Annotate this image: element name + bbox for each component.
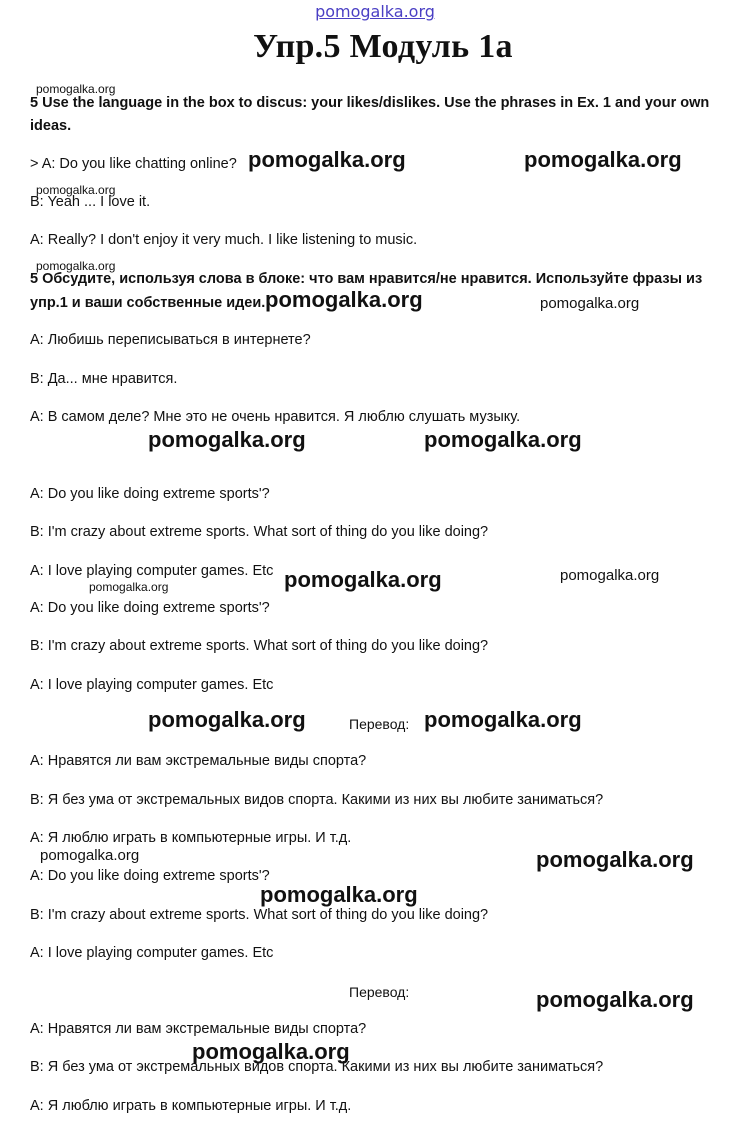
watermark: pomogalka.org — [148, 707, 306, 732]
sports-en-line: B: I'm crazy about extreme sports. What sort of thing do you like doing? — [30, 638, 489, 654]
sports-en-line: A: Do you like doing extreme sports'? — [30, 868, 270, 884]
sports-ru-line: B: Я без ума от экстремальных видов спорта. Какими из них вы любите заниматься? — [30, 1059, 604, 1075]
watermark: pomogalka.org — [284, 567, 442, 592]
task-en-line2: ideas. — [30, 118, 72, 134]
watermark: pomogalka.org — [265, 287, 423, 312]
sports-en-line: B: I'm crazy about extreme sports. What sort of thing do you like doing? — [30, 524, 489, 540]
dialog-en-line: A: Really? I don't enjoy it very much. I like listening to music. — [30, 232, 418, 248]
site-link[interactable]: pomogalka.org — [315, 2, 435, 21]
watermark: pomogalka.org — [560, 567, 660, 584]
watermark: pomogalka.org — [248, 147, 406, 172]
dialog-ru-line: B: Да... мне нравится. — [30, 371, 178, 387]
watermark: pomogalka.org — [260, 882, 418, 907]
sports-en-line: A: I love playing computer games. Etc — [30, 945, 274, 961]
sports-en-line: B: I'm crazy about extreme sports. What sort of thing do you like doing? — [30, 907, 489, 923]
dialog-en-line: B: Yeah ... I love it. — [30, 194, 151, 210]
watermark: pomogalka.org — [40, 847, 140, 864]
watermark: pomogalka.org — [36, 183, 116, 197]
watermark: pomogalka.org — [89, 580, 169, 594]
watermark: pomogalka.org — [524, 147, 682, 172]
sports-en-line: A: I love playing computer games. Etc — [30, 563, 274, 579]
dialog-en-line: > A: Do you like chatting online? — [30, 156, 237, 172]
watermark: pomogalka.org — [536, 847, 694, 872]
task-ru-line2: упр.1 и ваши собственные идеи. — [30, 295, 266, 311]
watermark: pomogalka.org — [424, 707, 582, 732]
watermark: pomogalka.org — [424, 427, 582, 452]
watermark: pomogalka.org — [540, 295, 640, 312]
task-en-line1: 5 Use the language in the box to discus: your likes/dislikes. Use the phrases in Ex. 1 and your own — [30, 95, 710, 111]
watermark: pomogalka.org — [192, 1039, 350, 1064]
sports-ru-line: A: Я люблю играть в компьютерные игры. И т.д. — [30, 1098, 352, 1114]
sports-ru-line: B: Я без ума от экстремальных видов спорта. Какими из них вы любите заниматься? — [30, 792, 604, 808]
sports-ru-line: A: Нравятся ли вам экстремальные виды спорта? — [30, 1021, 367, 1037]
watermark: pomogalka.org — [536, 987, 694, 1012]
dialog-ru-line: A: Любишь переписываться в интернете? — [30, 332, 311, 348]
sports-en-line: A: Do you like doing extreme sports'? — [30, 486, 270, 502]
task-ru-line1: 5 Обсудите, используя слова в блоке: что вам нравится/не нравится. Используйте фразы из — [30, 271, 703, 287]
sports-en-line: A: Do you like doing extreme sports'? — [30, 600, 270, 616]
dialog-ru-line: A: В самом деле? Мне это не очень нравится. Я люблю слушать музыку. — [30, 409, 521, 425]
sports-en-line: A: I love playing computer games. Etc — [30, 677, 274, 693]
sports-ru-line: A: Нравятся ли вам экстремальные виды спорта? — [30, 753, 367, 769]
translation-label: Перевод: — [349, 984, 410, 1000]
page-title: Упр.5 Модуль 1а — [253, 28, 513, 65]
watermark: pomogalka.org — [36, 82, 116, 96]
watermark: pomogalka.org — [36, 259, 116, 273]
watermark: pomogalka.org — [148, 427, 306, 452]
sports-ru-line: A: Я люблю играть в компьютерные игры. И т.д. — [30, 830, 352, 846]
translation-label: Перевод: — [349, 716, 410, 732]
